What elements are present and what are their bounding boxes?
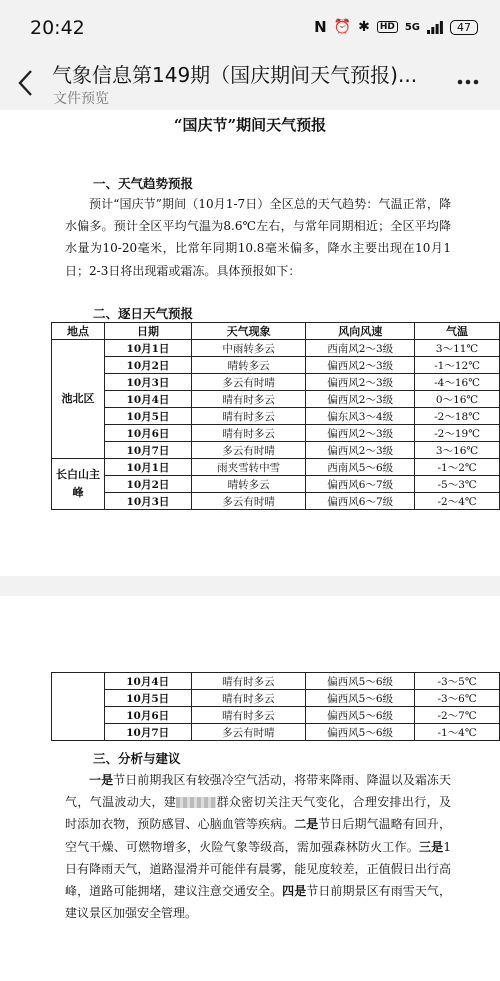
column-header-place: 地点 [52, 323, 105, 340]
weather-cell: 多云有时晴 [191, 442, 306, 459]
place-cell: 长白山主峰 [52, 459, 105, 510]
wind-cell: 西南风5～6级 [306, 459, 415, 476]
date-cell: 10月6日 [105, 425, 192, 442]
section-2-heading: 二、逐日天气预报 [93, 306, 194, 321]
place-cell: 池北区 [52, 340, 105, 459]
temperature-cell: 3～11℃ [415, 340, 500, 357]
column-header-wind: 风向风速 [306, 323, 415, 340]
table-row [52, 357, 500, 374]
document-page-2 [0, 596, 500, 981]
status-icons [314, 18, 478, 36]
point-two-text: 节日后期气温略有回升，空气干燥、可燃物增多，火险气象等级高，需加强森林防火工作。 [65, 817, 451, 854]
forecast-table [51, 322, 500, 510]
hd-icon: HD [377, 21, 398, 33]
temperature-cell: -3～5℃ [415, 673, 500, 690]
temperature-cell: -5～3℃ [415, 476, 500, 493]
date-cell: 10月1日 [105, 340, 192, 357]
table-row [52, 391, 500, 408]
wind-cell: 偏西风2～3级 [306, 357, 415, 374]
wind-cell: 偏东风3～4级 [306, 408, 415, 425]
document-title: “国庆节”期间天气预报 [173, 116, 327, 134]
section-1-body: 预计“国庆节”期间（10月1-7日）全区总的天气趋势：气温正常，降水偏多。预计全区平均气温为8.6℃左右，与常年同期相近；全区平均降水量为10-20毫米，比常年同期10.8毫米偏多，降水主要出现在10月1日；2-3日将出现霜或霜冻。具体预报如下： [65, 197, 451, 278]
weather-cell: 晴有时多云 [191, 425, 306, 442]
back-arrow-icon[interactable] [14, 66, 38, 100]
column-header-temperature: 气温 [415, 323, 500, 340]
table-row [52, 493, 500, 510]
weather-cell: 多云有时晴 [191, 374, 306, 391]
date-cell: 10月1日 [105, 459, 192, 476]
weather-cell: 晴有时多云 [191, 707, 305, 724]
date-cell: 10月3日 [105, 493, 192, 510]
wind-cell: 偏西风2～3级 [306, 425, 415, 442]
wind-cell: 偏西风5～6级 [306, 690, 415, 707]
more-options-icon[interactable] [456, 78, 480, 86]
place-cell-continued [52, 673, 105, 741]
temperature-cell: -3～6℃ [415, 690, 500, 707]
date-cell: 10月7日 [104, 724, 191, 741]
temperature-cell: -1～12℃ [415, 357, 500, 374]
point-one-lead: 一是 [89, 773, 114, 787]
table-row [52, 425, 500, 442]
wind-cell: 偏西风2～3级 [306, 442, 415, 459]
column-header-weather: 天气现象 [191, 323, 306, 340]
weather-cell: 晴有时多云 [191, 673, 305, 690]
signal-icon [427, 21, 443, 34]
weather-cell: 晴转多云 [191, 357, 306, 374]
weather-cell: 晴有时多云 [191, 408, 306, 425]
bluetooth-icon: ✱ [358, 19, 370, 35]
table-row [52, 408, 500, 425]
date-cell: 10月4日 [104, 673, 191, 690]
point-one-text-b: 群众密切关注天气变化，合理安排出行，及时添加衣物，预防感冒、心脑血管等疾病。 [65, 795, 451, 832]
wind-cell: 西南风2～3级 [306, 340, 415, 357]
date-cell: 10月5日 [105, 408, 192, 425]
weather-cell: 多云有时晴 [191, 724, 305, 741]
date-cell: 10月5日 [104, 690, 191, 707]
weather-cell: 晴转多云 [191, 476, 306, 493]
table-header-row [52, 323, 500, 340]
date-cell: 10月7日 [105, 442, 192, 459]
redacted-mark [176, 797, 216, 808]
point-one-text-a: 节日前期我区有较强冷空气活动，将带来降雨、降温以及霜冻天气，气温波动大，建 [65, 773, 451, 810]
temperature-cell: -1～2℃ [415, 459, 500, 476]
status-time: 20:42 [30, 17, 85, 39]
point-two-lead: 二是 [294, 817, 319, 832]
temperature-cell: 3～16℃ [415, 442, 500, 459]
date-cell: 10月3日 [105, 374, 192, 391]
date-cell: 10月2日 [105, 476, 192, 493]
table-row [52, 690, 500, 707]
weather-cell: 晴有时多云 [191, 391, 306, 408]
point-three-text: 1日有降雨天气，道路湿滑并可能伴有晨雾，能见度较差，正值假日出行高峰，道路可能拥堵，建议注意交通安全。 [65, 839, 451, 899]
table-row [52, 459, 500, 476]
table-row [52, 340, 500, 357]
wind-cell: 偏西风6～7级 [306, 476, 415, 493]
forecast-table-continued [51, 672, 500, 741]
nfc-icon: N [314, 18, 327, 36]
point-three-lead: 三是 [418, 839, 444, 854]
date-cell: 10月4日 [105, 391, 192, 408]
date-cell: 10月6日 [104, 707, 191, 724]
wind-cell: 偏西风5～6级 [306, 673, 415, 690]
wind-cell: 偏西风5～6级 [306, 724, 415, 741]
wind-cell: 偏西风6～7级 [306, 493, 415, 510]
status-bar [0, 0, 500, 56]
table-row [52, 374, 500, 391]
wind-cell: 偏西风2～3级 [306, 391, 415, 408]
page-title: 气象信息第149期（国庆期间天气预报)... [52, 63, 418, 87]
temperature-cell: 0～16℃ [415, 391, 500, 408]
weather-cell: 中雨转多云 [191, 340, 306, 357]
temperature-cell: -2～18℃ [415, 408, 500, 425]
table-row [52, 724, 500, 741]
wind-cell: 偏西风2～3级 [306, 374, 415, 391]
temperature-cell: -2～19℃ [415, 425, 500, 442]
table-row [52, 673, 500, 690]
table-row [52, 476, 500, 493]
date-cell: 10月2日 [105, 357, 192, 374]
alarm-icon: ⏰ [333, 19, 352, 35]
temperature-cell: -4～16℃ [415, 374, 500, 391]
section-3-heading: 三、分析与建议 [93, 751, 181, 766]
weather-cell: 雨夹雪转中雪 [191, 459, 306, 476]
page-subtitle: 文件预览 [53, 91, 109, 107]
temperature-cell: -1～4℃ [415, 724, 500, 741]
wind-cell: 偏西风5～6级 [306, 707, 415, 724]
point-four-text: 节日前期景区有雨雪天气，建议景区加强安全管理。 [65, 884, 451, 921]
app-bar [0, 56, 500, 110]
document-page-1 [0, 110, 500, 576]
point-four-lead: 四是 [282, 884, 307, 899]
temperature-cell: -2～7℃ [415, 707, 500, 724]
temperature-cell: -2～4℃ [415, 493, 500, 510]
weather-cell: 晴有时多云 [191, 690, 305, 707]
weather-cell: 多云有时晴 [191, 493, 306, 510]
network-type-icon: 5G [404, 21, 420, 33]
section-3-body [65, 769, 451, 924]
column-header-date: 日期 [105, 323, 192, 340]
battery-icon: 47 [450, 20, 478, 35]
section-1-heading: 一、天气趋势预报 [93, 176, 194, 191]
table-row [52, 442, 500, 459]
table-row [52, 707, 500, 724]
